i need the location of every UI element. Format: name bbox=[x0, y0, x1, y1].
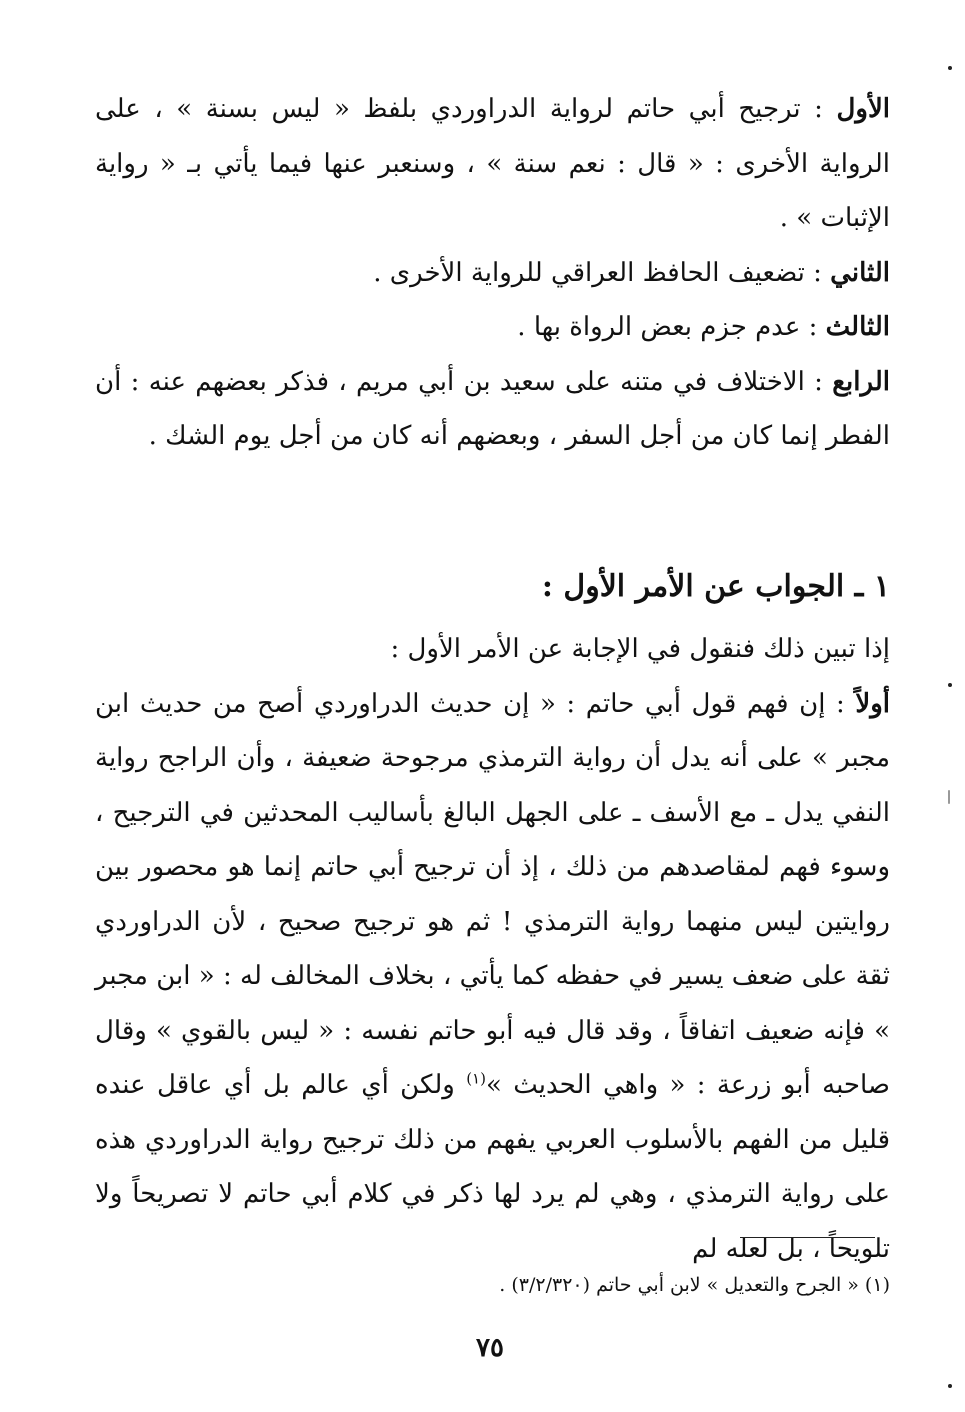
scan-speck bbox=[948, 683, 952, 687]
paragraph-fourth bbox=[95, 355, 890, 464]
page-number: ٧٥ bbox=[476, 1333, 504, 1363]
list-lead-fourth: الرابع bbox=[832, 366, 890, 397]
footnote-reference[interactable]: (١) bbox=[466, 1069, 486, 1088]
paragraph-second bbox=[95, 246, 890, 301]
intro-paragraph: إذا تبين ذلك فنقول في الإجابة عن الأمر الأول : bbox=[390, 634, 890, 664]
paragraph-first bbox=[95, 82, 890, 246]
section-heading: ١ ـ الجواب عن الأمر الأول : bbox=[541, 569, 890, 604]
list-lead-first: الأول bbox=[836, 94, 890, 124]
list-lead-third: الثالث bbox=[825, 312, 890, 342]
scan-speck bbox=[948, 1384, 952, 1388]
paragraph-text: : ترجيح أبي حاتم لرواية الدراوردي بلفظ « ليس بسنة » ، على الرواية الأخرى : « قال : نعم سنة » ، وسنعبر عنها فيما يأتي بـ « رواية الإثبات » . bbox=[95, 94, 890, 233]
answer-paragraph bbox=[95, 677, 890, 1277]
answer-text-a: : إن فهم قول أبي حاتم : « إن حديث الدراوردي أصح من حديث ابن مجبر » على أنه يدل أن رواية الترمذي مرجوحة ضعيفة ، وأن الراجح رواية النفي يدل ـ مع الأسف ـ على الجهل البالغ بأساليب المحدثين في الترجيح ، وسوء فهم لمقاصدهم من ذلك ، إذ أن ترجيح أبي حاتم إنما هو محصور بين روايتين ليس منهما رواية الترمذي ! ثم هو ترجيح صحيح ، لأن الدراوردي ثقة على ضعف يسير في حفظه كما يأتي ، بخلاف المخالف له : « ابن مجبر » فإنه ضعيف اتفاقاً ، وقد قال فيه أبو حاتم نفسه : « ليس بالقوي » وقال صاحبه أبو زرعة : « واهي الحديث » bbox=[95, 688, 890, 1100]
paragraph-third bbox=[95, 300, 890, 355]
answer-text-b: ولكن أي عالم بل أي عاقل عنده قليل من الفهم بالأسلوب العربي يفهم من ذلك ترجيح رواية الدراوردي هذه على رواية الترمذي ، وهي لم يرد لها ذكر في كلام أبي حاتم لا تصريحاً ولا تلويحاً ، بل لعله لم bbox=[95, 1070, 890, 1264]
opening-list bbox=[95, 82, 890, 464]
answer-lead: أولاً bbox=[855, 688, 890, 719]
footnote-divider bbox=[740, 1237, 875, 1238]
scan-speck bbox=[948, 66, 952, 70]
paragraph-text: : تضعيف الحافظ العراقي للرواية الأخرى . bbox=[373, 257, 831, 288]
scan-speck bbox=[948, 790, 950, 804]
paragraph-text: : عدم جزم بعض الرواة بها . bbox=[517, 312, 826, 342]
paragraph-text: : الاختلاف في متنه على سعيد بن أبي مريم ، فذكر بعضهم عنه : أن الفطر إنما كان من أجل السفر ، وبعضهم أنه كان من أجل يوم الشك . bbox=[95, 366, 890, 451]
footnote: (١) « الجرح والتعديل » لابن أبي حاتم (٣/٢/٣٢٠) . bbox=[499, 1274, 890, 1296]
answer-section bbox=[95, 622, 890, 1276]
list-lead-second: الثاني bbox=[830, 257, 890, 288]
